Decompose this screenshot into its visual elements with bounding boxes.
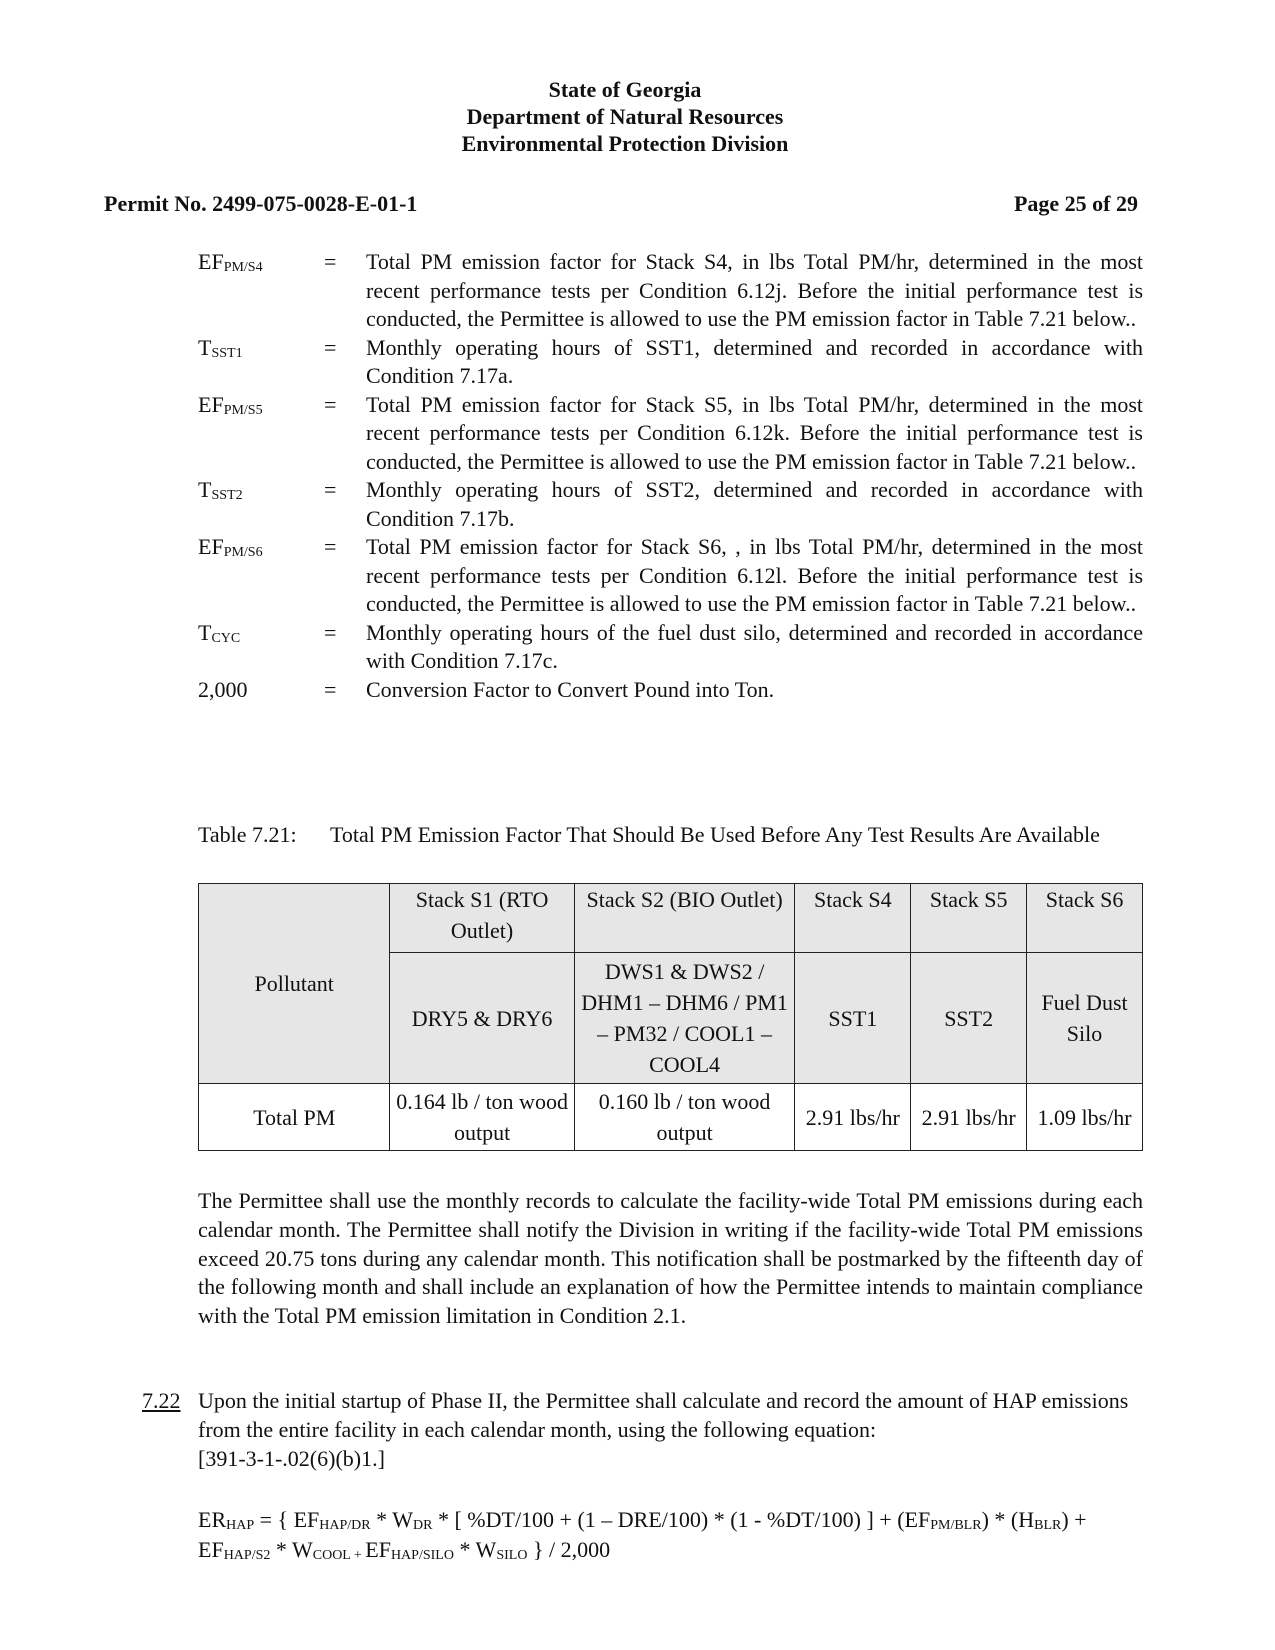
table-cell-value: 1.09 lbs/hr: [1027, 1084, 1143, 1151]
definition-t-sst1: [198, 334, 1143, 391]
table-header-source-s5: SST2: [911, 953, 1027, 1084]
condition-text: Upon the initial startup of Phase II, the Permittee shall calculate and record the amount of HAP emissions from the entire facility in each calendar month, using the following equation:: [198, 1388, 1129, 1442]
table-header-stack-s6: Stack S6: [1027, 884, 1143, 953]
header-state: State of Georgia: [548, 77, 702, 102]
definition-symbol: $EF_{PM/S5}$: [198, 391, 263, 418]
definition-equals: =: [324, 477, 337, 502]
table-caption: [198, 820, 1143, 850]
definition-text: Total PM emission factor for Stack S4, in lbs Total PM/hr, determined in the most recent performance tests per Condition 6.12j. Before the initial performance test is conducted, the Permittee is allowed to use the PM emission factor in Table 7.21 below..: [366, 249, 1143, 331]
definition-symbol: $EF_{PM/S4}$: [198, 249, 263, 275]
condition-number: 7.22: [142, 1388, 181, 1413]
table-header-stack-s2: Stack S2 (BIO Outlet): [574, 884, 795, 953]
table-header-stack-s5: Stack S5: [911, 884, 1027, 953]
condition-body: [198, 1387, 1143, 1473]
header-department: Department of Natural Resources: [466, 104, 784, 129]
definition-conversion-factor: [198, 676, 1143, 705]
definition-ef-pm-s4: [198, 248, 1143, 334]
condition-citation: [391-3-1-.02(6)(b)1.]: [198, 1445, 385, 1471]
table-header-source-s4: SST1: [795, 953, 911, 1084]
definition-text: Monthly operating hours of SST2, determined and recorded in accordance with Condition 7.17b.: [366, 477, 1143, 531]
agency-header: [0, 76, 1250, 157]
definition-equals: =: [324, 334, 337, 360]
page-number: Page 25 of 29: [1013, 191, 1138, 216]
variable-definitions: [198, 248, 1143, 704]
definition-symbol: 2,000: [198, 676, 248, 702]
table-stack-header-row: [199, 884, 1143, 953]
table-header-source-s6: Fuel Dust Silo: [1027, 953, 1143, 1084]
definition-symbol: $T_{SST1}$: [198, 334, 243, 361]
table-header-stack-s1: Stack S1 (RTO Outlet): [390, 884, 574, 953]
table-cell-value: 0.160 lb / ton wood output: [574, 1084, 795, 1151]
table-header-source-s2: DWS1 & DWS2 / DHM1 – DHM6 / PM1 – PM32 / COOL1 – COOL4: [574, 953, 795, 1084]
definition-equals: =: [324, 391, 337, 417]
table-header-pollutant: Pollutant: [199, 884, 390, 1084]
definition-ef-pm-s5: [198, 391, 1143, 477]
definition-text: Total PM emission factor for Stack S5, in lbs Total PM/hr, determined in the most recent performance tests per Condition 6.12k. Before the initial performance test is conducted, the Permittee is allowed to use the PM emission factor in Table 7.21 below..: [366, 391, 1143, 474]
table-cell-pollutant: Total PM: [199, 1084, 390, 1151]
definition-symbol: $EF_{PM/S6}$: [198, 534, 263, 560]
permit-row: [104, 191, 1138, 217]
definition-equals: =: [324, 249, 337, 274]
notification-paragraph: The Permittee shall use the monthly records to calculate the facility-wide Total PM emissions during each calendar month. The Permittee shall notify the Division in writing if the facility-wide Total PM emissions exceed 20.75 tons during any calendar month. This notification shall be postmarked by the fifteenth day of the following month and shall include an explanation of how the Permittee intends to maintain compliance with the Total PM emission limitation in Condition 2.1.: [198, 1188, 1143, 1329]
definition-t-cyc: [198, 619, 1143, 676]
table-row: [199, 1084, 1143, 1151]
definition-text: Conversion Factor to Convert Pound into Ton.: [366, 676, 775, 702]
table-cell-value: 2.91 lbs/hr: [795, 1084, 911, 1151]
definition-t-sst2: [198, 476, 1143, 533]
definition-text: Monthly operating hours of SST1, determined and recorded in accordance with Condition 7.17a.: [366, 334, 1143, 388]
definition-equals: =: [324, 619, 337, 645]
table-cell-value: 0.164 lb / ton wood output: [390, 1084, 574, 1151]
permit-number: Permit No. 2499-075-0028-E-01-1: [104, 191, 418, 216]
table-header-source-s1: DRY5 & DRY6: [390, 953, 574, 1084]
table-header-stack-s4: Stack S4: [795, 884, 911, 953]
emission-factor-table: [198, 883, 1143, 1151]
header-division: Environmental Protection Division: [461, 131, 789, 156]
table-caption-text: Total PM Emission Factor That Should Be Used Before Any Test Results Are Available: [330, 822, 1100, 847]
definition-symbol: $T_{SST2}$: [198, 477, 243, 503]
condition-7-22: [142, 1387, 1143, 1473]
definition-text: Monthly operating hours of the fuel dust silo, determined and recorded in accordance with Condition 7.17c.: [366, 619, 1143, 673]
hap-emission-equation: $ER_{HAP}$ = { $EF_{HAP/DR} * W_{DR}$ * [ %DT/100 + (1 – DRE/100) * (1 - %DT/100) ] + $(EF_{PM/BLR}) * (H_{BLR}) + EF_{HAP/S2} * W_{COOL +}$ $EF_{HAP/SILO} * W_{SILO}$ } / 2,000: [198, 1507, 1087, 1563]
table-cell-value: 2.91 lbs/hr: [911, 1084, 1027, 1151]
definition-symbol: $T_{CYC}$: [198, 619, 241, 646]
definition-text: Total PM emission factor for Stack S6, , in lbs Total PM/hr, determined in the most recent performance tests per Condition 6.12l. Before the initial performance test is conducted, the Permittee is allowed to use the PM emission factor in Table 7.21 below..: [366, 534, 1143, 616]
definition-equals: =: [324, 676, 337, 702]
table-caption-label: Table 7.21:: [198, 822, 297, 847]
definition-equals: =: [324, 534, 337, 559]
definition-ef-pm-s6: [198, 533, 1143, 619]
